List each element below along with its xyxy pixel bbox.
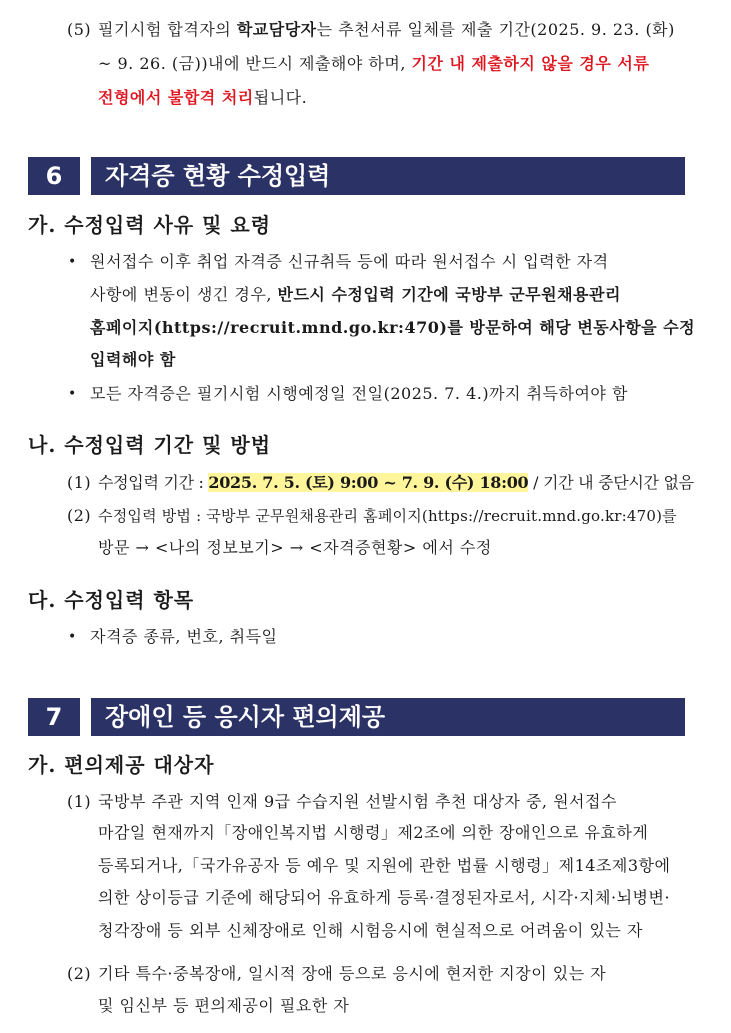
section-title: 자격증 현황 수정입력 (91, 157, 685, 195)
text: ~ 9. 26. (금))내에 반드시 제출해야 하며, (98, 54, 412, 73)
section-number: 7 (28, 698, 80, 736)
section-title: 장애인 등 응시자 편의제공 (91, 698, 685, 736)
red-emphasis-text: 전형에서 불합격 처리 (98, 88, 254, 107)
text: 는 추천서류 일체를 제출 기간(2025. 9. 23. (화) (316, 20, 675, 39)
subsection-heading: 가. 편의제공 대상자 (28, 753, 215, 777)
text: 사항에 변동이 생긴 경우, (90, 285, 278, 304)
subsection-heading: 다. 수정입력 항목 (28, 588, 195, 612)
bullet-text: 모든 자격증은 필기시험 시행예정일 전일(2025. 7. 4.)까지 취득하여야 함 (90, 384, 628, 403)
text: / 기간 내 중단시간 없음 (528, 473, 694, 492)
red-emphasis-text: 기간 내 제출하지 않을 경우 서류 (411, 54, 650, 73)
bold-text: 학교담당자 (236, 20, 317, 39)
paragraph-line: 마감일 현재까지「장애인복지법 시행령」제2조에 의한 장애인으로 유효하게 (98, 823, 649, 842)
item5-line3 (98, 88, 307, 108)
period-line (98, 473, 694, 493)
paragraph-line: 등록되거나,「국가유공자 등 예우 및 지원에 관한 법률 시행령」제14조제3항에 (98, 856, 671, 875)
bullet: • (68, 629, 77, 645)
bold-text: 반드시 수정입력 기간에 국방부 군무원채용관리 (277, 285, 621, 304)
bullet-text: 원서접수 이후 취업 자격증 신규취득 등에 따라 원서접수 시 입력한 자격 (90, 252, 609, 271)
item-number: (1) (67, 792, 92, 811)
text: 수정입력 기간 : (98, 473, 209, 492)
section-number: 6 (28, 157, 80, 195)
paragraph-line: 국방부 주관 지역 인재 9급 수습지원 선발시험 추천 대상자 중, 원서접수 (98, 792, 617, 811)
paragraph-line: 청각장애 등 외부 신체장애로 인해 시험응시에 현실적으로 어려움이 있는 자 (98, 921, 643, 940)
bold-text: 입력해야 함 (90, 350, 176, 369)
subsection-heading: 나. 수정입력 기간 및 방법 (28, 433, 272, 457)
item-number: (2) (67, 506, 92, 525)
item-number: (1) (67, 473, 92, 492)
subsection-heading: 가. 수정입력 사유 및 요령 (28, 213, 272, 237)
bullet: • (68, 386, 77, 402)
method-line: 방문 → <나의 정보보기> → <자격증현황> 에서 수정 (98, 538, 492, 557)
bullet-text: 자격증 종류, 번호, 취득일 (90, 627, 278, 646)
bold-text: 홈페이지(https://recruit.mnd.go.kr:470)를 방문하여 해당 변동사항을 수정 (90, 318, 696, 337)
paragraph-line: 기타 특수·중복장애, 일시적 장애 등으로 응시에 현저한 지장이 있는 자 (98, 964, 607, 983)
method-line: 수정입력 방법 : 국방부 군무원채용관리 홈페이지(https://recruit.mnd.go.kr:470)를 (98, 507, 677, 525)
text: 필기시험 합격자의 (98, 20, 237, 39)
bullet-text (90, 285, 621, 305)
item-number: (5) (67, 20, 92, 39)
item5-line1 (98, 20, 675, 40)
text: 됩니다. (253, 88, 308, 107)
paragraph-line: 의한 상이등급 기준에 해당되어 유효하게 등록·결정된자로서, 시각·지체·뇌병변· (98, 888, 671, 907)
highlighted-period: 2025. 7. 5. (토) 9:00 ~ 7. 9. (수) 18:00 (208, 473, 529, 492)
item-number: (2) (67, 964, 92, 983)
bullet: • (68, 254, 77, 270)
paragraph-line: 및 임신부 등 편의제공이 필요한 자 (98, 996, 350, 1015)
item5-line2 (98, 54, 649, 74)
